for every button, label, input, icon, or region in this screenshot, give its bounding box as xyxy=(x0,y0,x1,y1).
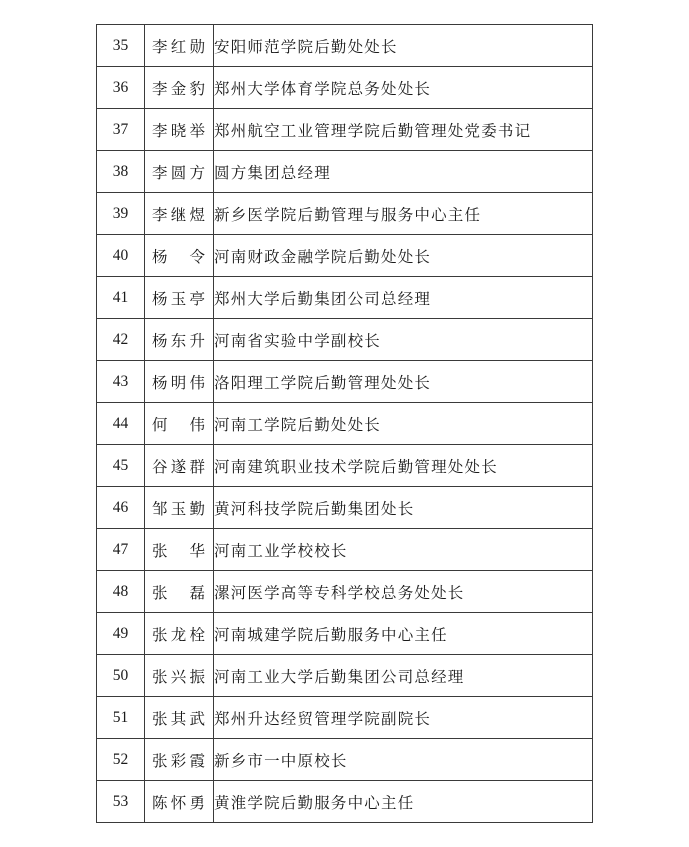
row-number-cell: 50 xyxy=(97,655,145,697)
position-cell: 河南工业学校校长 xyxy=(214,529,593,571)
row-number-cell: 47 xyxy=(97,529,145,571)
table-row xyxy=(97,403,593,445)
person-name-cell xyxy=(145,655,214,697)
table-row xyxy=(97,235,593,277)
table-row xyxy=(97,319,593,361)
position-cell: 河南工学院后勤处处长 xyxy=(214,403,593,445)
person-name-cell xyxy=(145,487,214,529)
position-cell: 河南建筑职业技术学院后勤管理处处长 xyxy=(214,445,593,487)
row-number-cell: 53 xyxy=(97,781,145,823)
row-number-cell: 40 xyxy=(97,235,145,277)
person-name: 张兴振 xyxy=(152,667,206,686)
position-cell: 漯河医学高等专科学校总务处处长 xyxy=(214,571,593,613)
person-name-cell xyxy=(145,403,214,445)
table-row xyxy=(97,655,593,697)
person-name-cell xyxy=(145,697,214,739)
row-number-cell: 39 xyxy=(97,193,145,235)
person-name: 张 华 xyxy=(152,541,206,560)
position-cell: 河南省实验中学副校长 xyxy=(214,319,593,361)
row-number-cell: 38 xyxy=(97,151,145,193)
position-cell: 安阳师范学院后勤处处长 xyxy=(214,25,593,67)
table-row xyxy=(97,697,593,739)
row-number-cell: 44 xyxy=(97,403,145,445)
position-cell: 河南财政金融学院后勤处处长 xyxy=(214,235,593,277)
table-row xyxy=(97,151,593,193)
table-row xyxy=(97,781,593,823)
table-row xyxy=(97,109,593,151)
table-row xyxy=(97,193,593,235)
person-name: 杨东升 xyxy=(152,331,206,350)
table-row xyxy=(97,67,593,109)
row-number-cell: 37 xyxy=(97,109,145,151)
person-name-cell xyxy=(145,193,214,235)
table-row xyxy=(97,25,593,67)
person-name-cell xyxy=(145,739,214,781)
position-cell: 郑州升达经贸管理学院副院长 xyxy=(214,697,593,739)
table-row xyxy=(97,529,593,571)
person-name-cell xyxy=(145,277,214,319)
person-name-cell xyxy=(145,319,214,361)
person-name-cell xyxy=(145,235,214,277)
row-number-cell: 35 xyxy=(97,25,145,67)
table-row xyxy=(97,613,593,655)
person-name-cell xyxy=(145,571,214,613)
position-cell: 黄淮学院后勤服务中心主任 xyxy=(214,781,593,823)
person-name-cell xyxy=(145,529,214,571)
person-name: 邹玉勤 xyxy=(152,499,206,518)
position-cell: 洛阳理工学院后勤管理处处长 xyxy=(214,361,593,403)
position-cell: 郑州大学后勤集团公司总经理 xyxy=(214,277,593,319)
person-name: 张彩霞 xyxy=(152,751,206,770)
row-number-cell: 43 xyxy=(97,361,145,403)
person-name-cell xyxy=(145,781,214,823)
row-number-cell: 46 xyxy=(97,487,145,529)
document-page xyxy=(96,24,593,823)
position-cell: 黄河科技学院后勤集团处长 xyxy=(214,487,593,529)
row-number-cell: 51 xyxy=(97,697,145,739)
row-number-cell: 52 xyxy=(97,739,145,781)
person-name: 杨 令 xyxy=(152,247,206,266)
row-number-cell: 36 xyxy=(97,67,145,109)
person-name: 李晓举 xyxy=(152,121,206,140)
person-name-cell xyxy=(145,67,214,109)
table-row xyxy=(97,445,593,487)
table-row xyxy=(97,487,593,529)
position-cell: 圆方集团总经理 xyxy=(214,151,593,193)
person-name: 李圆方 xyxy=(152,163,206,182)
person-name-cell xyxy=(145,25,214,67)
person-name: 李金豹 xyxy=(152,79,206,98)
person-name: 李红勋 xyxy=(152,37,206,56)
table-row xyxy=(97,571,593,613)
person-name-cell xyxy=(145,151,214,193)
person-name-cell xyxy=(145,445,214,487)
person-name: 李继煜 xyxy=(152,205,206,224)
roster-table xyxy=(96,24,593,823)
position-cell: 郑州航空工业管理学院后勤管理处党委书记 xyxy=(214,109,593,151)
person-name-cell xyxy=(145,109,214,151)
position-cell: 郑州大学体育学院总务处处长 xyxy=(214,67,593,109)
table-row xyxy=(97,361,593,403)
person-name: 张龙栓 xyxy=(152,625,206,644)
position-cell: 河南城建学院后勤服务中心主任 xyxy=(214,613,593,655)
table-row xyxy=(97,277,593,319)
person-name-cell xyxy=(145,613,214,655)
position-cell: 河南工业大学后勤集团公司总经理 xyxy=(214,655,593,697)
row-number-cell: 41 xyxy=(97,277,145,319)
roster-table-body xyxy=(97,25,593,823)
row-number-cell: 48 xyxy=(97,571,145,613)
table-row xyxy=(97,739,593,781)
person-name: 谷遂群 xyxy=(152,457,206,476)
person-name: 何 伟 xyxy=(152,415,206,434)
person-name-cell xyxy=(145,361,214,403)
person-name: 杨明伟 xyxy=(152,373,206,392)
row-number-cell: 42 xyxy=(97,319,145,361)
row-number-cell: 49 xyxy=(97,613,145,655)
row-number-cell: 45 xyxy=(97,445,145,487)
person-name: 张其武 xyxy=(152,709,206,728)
person-name: 陈怀勇 xyxy=(152,793,206,812)
position-cell: 新乡医学院后勤管理与服务中心主任 xyxy=(214,193,593,235)
person-name: 杨玉亭 xyxy=(152,289,206,308)
person-name: 张 磊 xyxy=(152,583,206,602)
position-cell: 新乡市一中原校长 xyxy=(214,739,593,781)
